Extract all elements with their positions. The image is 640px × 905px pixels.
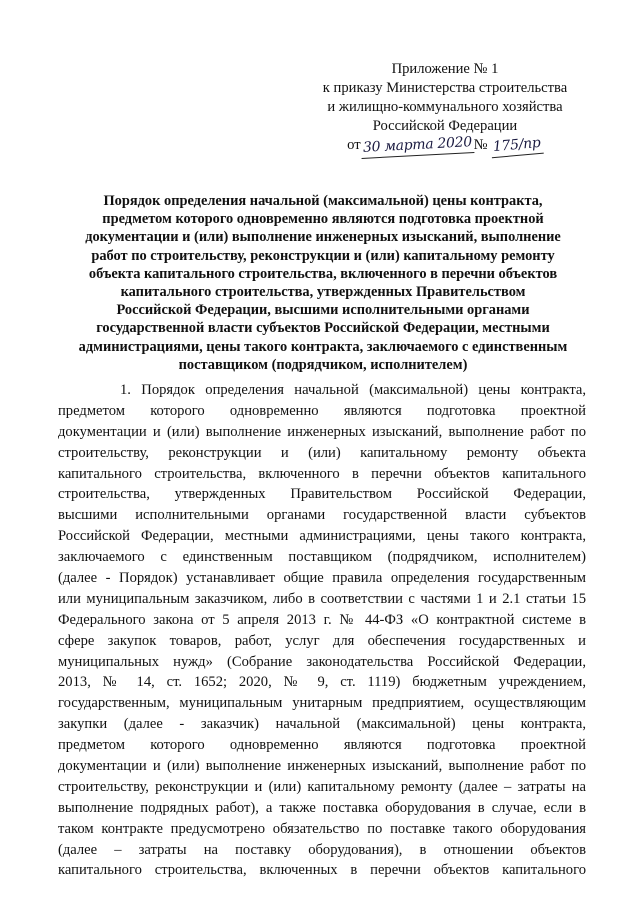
title-line: предметом которого одновременно являются подготовка проектной xyxy=(102,211,544,228)
paragraph-line: строительства, утвержденных Правительством Российской Федерации, xyxy=(58,486,586,503)
paragraph-line: капитального строительства, включенного в перечни объектов капитального xyxy=(58,465,586,482)
paragraph-line: заключаемого с единственным поставщиком (подрядчиком, исполнителем) xyxy=(58,549,586,566)
title-line: капитального строительства, утвержденных Правительством xyxy=(120,284,526,301)
appendix-country: Российской Федерации xyxy=(372,118,518,134)
paragraph-line: закупки (далее - заказчик) начальной (максимальной) цены контракта, xyxy=(58,716,586,733)
title-line: объекта капитального строительства, включенного в перечни объектов xyxy=(88,265,558,282)
paragraph-line: Российской Федерации, местными администрациями, цены такого контракта, xyxy=(58,528,586,545)
paragraph-line: предметом которого одновременно являются подготовка проектной xyxy=(58,737,586,754)
paragraph-line: (далее – затраты на поставку оборудования), в отношении объектов xyxy=(58,841,586,858)
title-line: администрациями, цены такого контракта, заключаемого с единственным xyxy=(78,338,568,355)
handwritten-date: 30 марта 2020 xyxy=(360,133,474,159)
paragraph-line: строительству, реконструкции и (или) капитальному ремонту объекта xyxy=(58,444,586,461)
title-line: государственной власти субъектов Российской Федерации, местными xyxy=(96,320,550,337)
paragraph-line: предметом которого одновременно являются подготовка проектной xyxy=(58,402,586,419)
paragraph-line: сфере закупок товаров, работ, услуг для обеспечения государственных и xyxy=(58,632,586,649)
appendix-header xyxy=(300,60,590,156)
paragraph-line: 1. Порядок определения начальной (максимальной) цены контракта, xyxy=(120,382,586,398)
paragraph-line: государственным, муниципальным унитарным предприятием, осуществляющим xyxy=(58,695,586,712)
paragraph-line: документации и (или) выполнение инженерных изысканий, выполнение работ по xyxy=(58,423,586,440)
appendix-order-ref: к приказу Министерства строительства xyxy=(322,80,568,96)
paragraph-line: муниципальных нужд» (Собрание законодательства Российской Федерации, xyxy=(58,653,586,670)
paragraph-1 xyxy=(58,380,586,881)
title-line: документации и (или) выполнение инженерных изысканий, выполнение xyxy=(85,229,561,246)
paragraph-line: документации и (или) выполнение инженерных изысканий, выполнение работ по xyxy=(58,758,586,775)
title-line: Российской Федерации, высшими исполнительными органами xyxy=(116,302,530,319)
paragraph-line: строительству, реконструкции и (или) капитальному ремонту (далее – затраты на xyxy=(58,778,586,795)
appendix-number: Приложение № 1 xyxy=(391,61,499,77)
paragraph-line: таком контракте предусмотрено обязательство по поставке такого оборудования xyxy=(58,820,586,837)
paragraph-line: (далее - Порядок) устанавливает общие правила определения государственным xyxy=(58,570,586,587)
order-date-line xyxy=(300,136,590,156)
paragraph-line: 2013, № 14, ст. 1652; 2020, № 9, ст. 1119) бюджетным учреждением, xyxy=(58,674,586,691)
paragraph-line: или муниципальным заказчиком, либо в соответствии с частями 1 и 2.1 статьи 15 xyxy=(58,590,586,607)
handwritten-order-number: 175/пр xyxy=(490,134,543,158)
paragraph-line: капитального строительства, включенных в перечни объектов капитального xyxy=(58,862,586,879)
title-line: Порядок определения начальной (максимальной) цены контракта, xyxy=(103,193,543,209)
title-line: поставщиком (подрядчиком, исполнителем) xyxy=(178,356,468,373)
appendix-ministry-line: и жилищно-коммунального хозяйства xyxy=(327,99,563,115)
number-prefix: № xyxy=(473,137,488,153)
title-line: работ по строительству, реконструкции и (или) капитальному ремонту xyxy=(91,247,555,264)
paragraph-line: выполнение подрядных работ), а также поставка оборудования в случае, если в xyxy=(58,799,586,816)
paragraph-line: Федерального закона от 5 апреля 2013 г. № 44-ФЗ «О контрактной системе в xyxy=(58,611,586,628)
document-title xyxy=(58,192,588,374)
date-prefix: от xyxy=(347,137,361,153)
paragraph-line: высшими исполнительными органами государственной власти субъектов xyxy=(58,507,586,524)
